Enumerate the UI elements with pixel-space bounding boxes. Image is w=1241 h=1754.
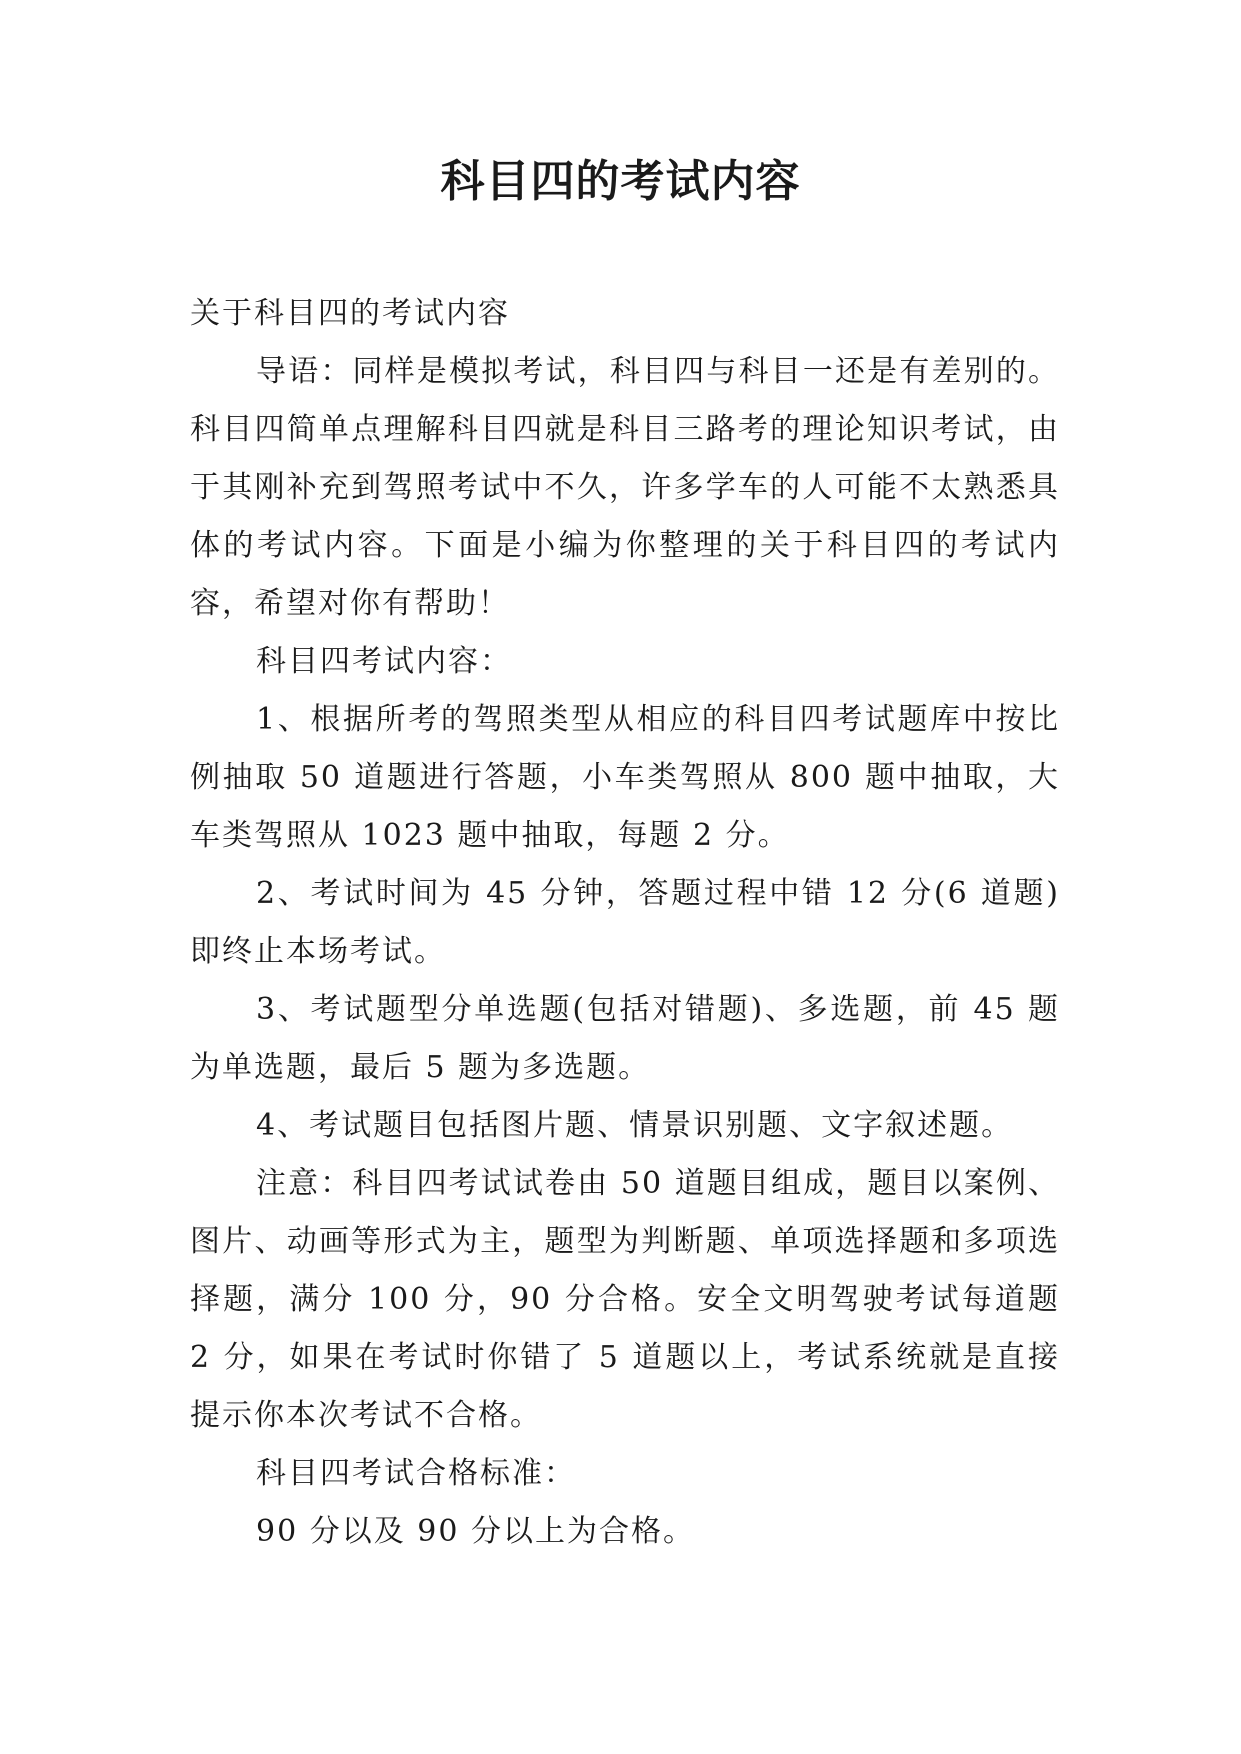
paragraph-item-4: 4、考试题目包括图片题、情景识别题、文字叙述题。: [256, 1108, 1014, 1143]
paragraph-standard: 90 分以及 90 分以上为合格。: [256, 1514, 695, 1549]
paragraph-note: 注意：科目四考试试卷由 50 道题目组成，题目以案例、图片、动画等形式为主，题型为判断题、单项选择题和多项选择题，满分 100 分，90 分合格。安全文明驾驶考试每道题 2 分，如果在考试时你错了 5 道题以上，考试系统就是直接提示你本次考试不合格。: [190, 1166, 1060, 1433]
paragraph-item-1: 1、根据所考的驾照类型从相应的科目四考试题库中按比例抽取 50 道题进行答题，小车类驾照从 800 题中抽取，大车类驾照从 1023 题中抽取，每题 2 分。: [190, 702, 1060, 853]
paragraph-item-3: 3、考试题型分单选题(包括对错题)、多选题，前 45 题为单选题，最后 5 题为多选题。: [190, 992, 1060, 1085]
paragraph-section-heading-content: 科目四考试内容：: [256, 644, 512, 679]
paragraph-subtitle: 关于科目四的考试内容: [190, 296, 510, 331]
paragraph-intro: 导语：同样是模拟考试，科目四与科目一还是有差别的。科目四简单点理解科目四就是科目三路考的理论知识考试，由于其刚补充到驾照考试中不久，许多学车的人可能不太熟悉具体的考试内容。下面是小编为你整理的关于科目四的考试内容，希望对你有帮助！: [190, 354, 1060, 621]
page-title: 科目四的考试内容: [440, 156, 801, 207]
document-body: [190, 285, 1060, 1561]
paragraph-section-heading-standard: 科目四考试合格标准：: [256, 1456, 576, 1491]
paragraph-item-2: 2、考试时间为 45 分钟，答题过程中错 12 分(6 道题)即终止本场考试。: [190, 876, 1060, 969]
